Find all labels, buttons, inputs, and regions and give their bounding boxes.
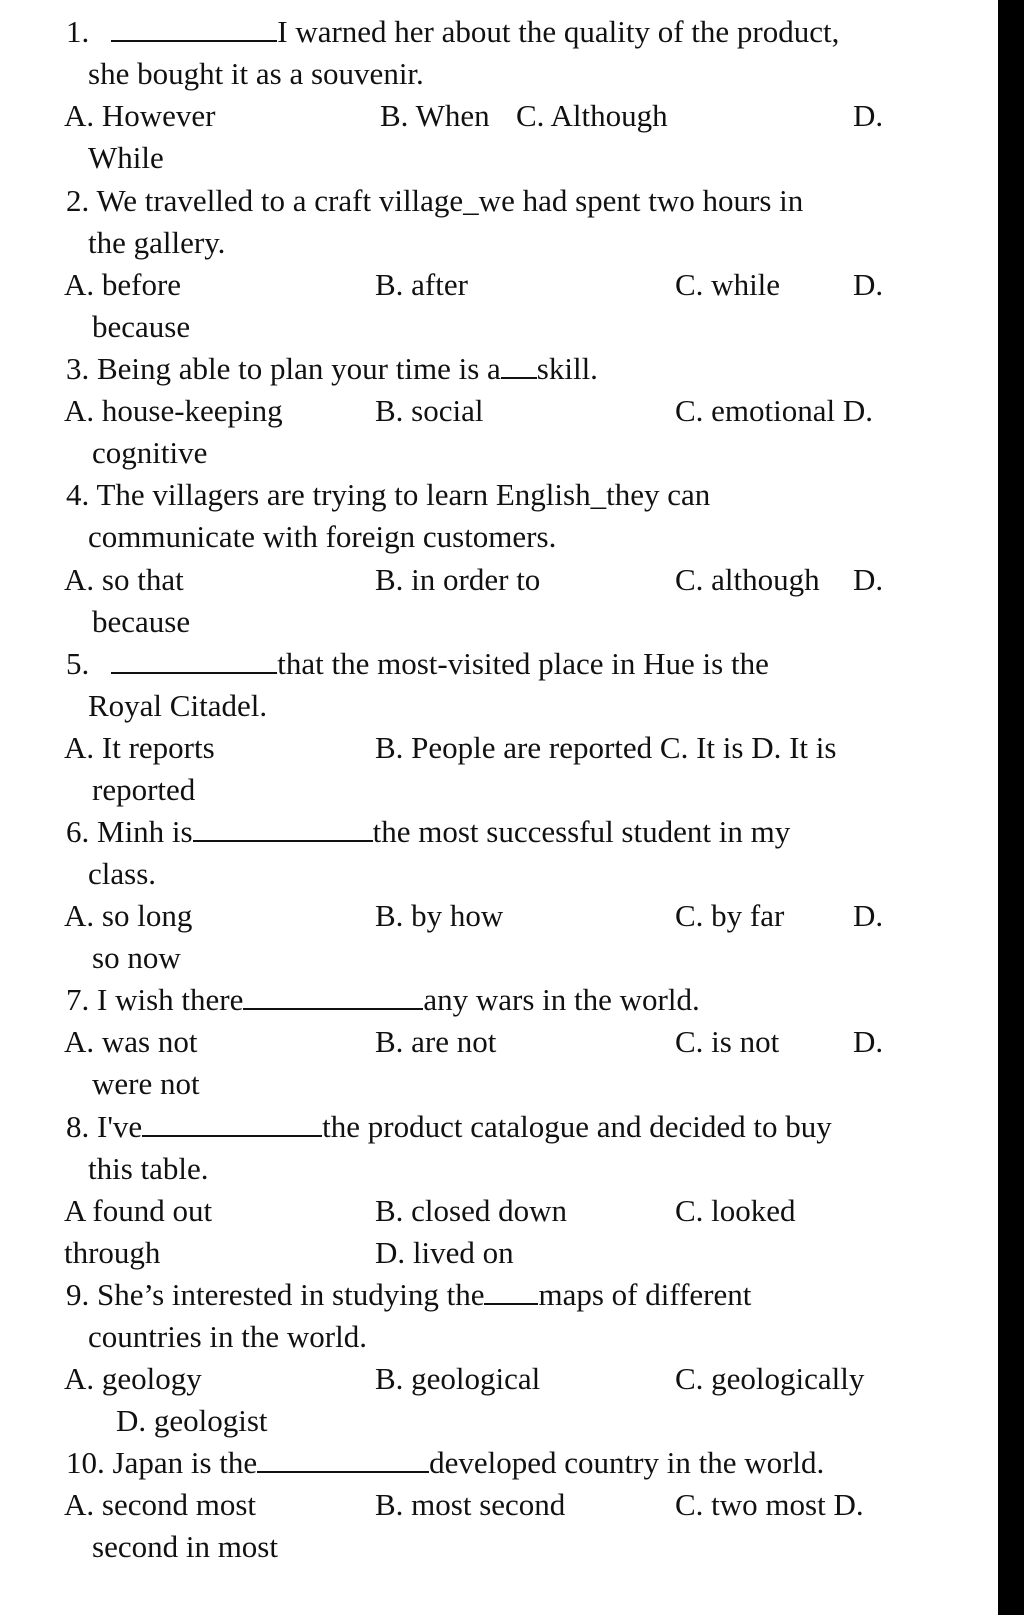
question-9-stem-cont: countries in the world.	[88, 1319, 367, 1354]
option-a[interactable]: A. before	[64, 267, 182, 302]
answer-blank[interactable]	[484, 1277, 538, 1305]
option-a[interactable]: A. house-keeping	[64, 393, 283, 428]
question-number: 8.	[66, 1109, 90, 1144]
option-c[interactable]: C. Although	[516, 98, 668, 133]
question-8-stem-cont: this table.	[88, 1151, 209, 1186]
option-a[interactable]: A. second most	[64, 1487, 257, 1522]
question-text-end: any wars in the world.	[423, 982, 700, 1017]
option-b[interactable]: B. closed down	[375, 1193, 568, 1228]
question-text: The villagers are trying to learn English_they can	[96, 477, 711, 512]
scan-edge-border	[998, 0, 1024, 1615]
question-number: 1.	[66, 14, 90, 49]
option-b[interactable]: B. People are reported C. It is D. It is	[375, 730, 837, 765]
question-6-stem-cont: class.	[88, 856, 157, 891]
question-text: We travelled to a craft village_we had spent two hours in	[96, 183, 804, 218]
option-d-text: cognitive	[92, 435, 208, 470]
option-b[interactable]: B. after	[375, 267, 468, 302]
question-10-stem	[66, 1445, 824, 1483]
question-number: 5.	[66, 646, 90, 681]
option-a[interactable]: A. It reports	[64, 730, 215, 765]
option-a[interactable]: A found out	[64, 1193, 213, 1228]
option-b[interactable]: B. are not	[375, 1024, 497, 1059]
question-6-stem	[66, 814, 790, 852]
question-text-end: developed country in the world.	[429, 1445, 825, 1480]
answer-blank[interactable]	[501, 351, 537, 379]
option-c[interactable]: C. while	[675, 267, 781, 302]
option-d-text: reported	[92, 772, 196, 807]
option-c[interactable]: C. is not	[675, 1024, 780, 1059]
option-c[interactable]: C. emotional D.	[675, 393, 874, 428]
option-c[interactable]: C. two most D.	[675, 1487, 864, 1522]
option-c[interactable]: C. geologically	[675, 1361, 865, 1396]
question-9-stem	[66, 1277, 751, 1315]
question-7-stem	[66, 982, 700, 1020]
question-text: I warned her about the quality of the product,	[277, 14, 840, 49]
option-b[interactable]: B. When	[380, 98, 490, 133]
question-number: 3.	[66, 351, 90, 386]
option-a[interactable]: A. so that	[64, 562, 184, 597]
option-d-text: so now	[92, 940, 181, 975]
option-d[interactable]: D. lived on	[375, 1235, 514, 1270]
question-number: 6.	[66, 814, 90, 849]
question-2-stem-cont: the gallery.	[88, 225, 226, 260]
question-text: Japan is the	[112, 1445, 258, 1480]
answer-blank[interactable]	[193, 814, 373, 842]
option-d-text: because	[92, 309, 191, 344]
option-d[interactable]: D.	[853, 98, 884, 133]
question-4-stem	[66, 477, 710, 515]
question-number: 4.	[66, 477, 90, 512]
answer-blank[interactable]	[257, 1445, 429, 1473]
question-8-stem	[66, 1109, 832, 1147]
option-c[interactable]: C. looked	[675, 1193, 796, 1228]
option-c[interactable]: C. by far	[675, 898, 785, 933]
answer-blank[interactable]	[243, 982, 423, 1010]
option-a[interactable]: A. However	[64, 98, 216, 133]
option-c[interactable]: C. although	[675, 562, 820, 597]
question-2-stem	[66, 183, 803, 221]
option-b[interactable]: B. most second	[375, 1487, 566, 1522]
question-number: 7.	[66, 982, 90, 1017]
question-text: She’s interested in studying the	[97, 1277, 485, 1312]
option-d-text: because	[92, 604, 191, 639]
question-text-end: the product catalogue and decided to buy	[322, 1109, 832, 1144]
question-text-end: the most successful student in my	[372, 814, 791, 849]
option-d[interactable]: D.	[853, 562, 884, 597]
question-text: that the most-visited place in Hue is the	[277, 646, 769, 681]
question-text: Minh is	[97, 814, 193, 849]
option-d-text: While	[88, 140, 164, 175]
question-text: Being able to plan your time is a	[97, 351, 501, 386]
option-a[interactable]: A. geology	[64, 1361, 202, 1396]
question-text: I've	[97, 1109, 143, 1144]
option-d[interactable]: D.	[853, 1024, 884, 1059]
option-d[interactable]: D. geologist	[116, 1403, 268, 1438]
question-5-stem	[66, 646, 769, 684]
question-text: I wish there	[97, 982, 244, 1017]
question-text-end: maps of different	[538, 1277, 752, 1312]
option-d[interactable]: D.	[853, 267, 884, 302]
question-3-stem	[66, 351, 598, 389]
option-b[interactable]: B. in order to	[375, 562, 541, 597]
option-d-text: were not	[92, 1066, 200, 1101]
answer-blank[interactable]	[111, 14, 277, 42]
question-number: 10.	[66, 1445, 105, 1480]
option-b[interactable]: B. social	[375, 393, 484, 428]
question-5-stem-cont: Royal Citadel.	[88, 688, 268, 723]
option-b[interactable]: B. by how	[375, 898, 504, 933]
question-1-stem-cont: she bought it as a souvenir.	[88, 56, 424, 91]
option-d[interactable]: D.	[853, 898, 884, 933]
answer-blank[interactable]	[111, 646, 277, 674]
question-number: 9.	[66, 1277, 90, 1312]
option-a[interactable]: A. was not	[64, 1024, 198, 1059]
question-4-stem-cont: communicate with foreign customers.	[88, 519, 557, 554]
option-b[interactable]: B. geological	[375, 1361, 541, 1396]
option-a[interactable]: A. so long	[64, 898, 193, 933]
question-text-end: skill.	[536, 351, 598, 386]
question-number: 2.	[66, 183, 90, 218]
answer-blank[interactable]	[142, 1109, 322, 1137]
option-d-text: second in most	[92, 1529, 278, 1564]
question-1-stem	[66, 14, 839, 52]
option-c-text: through	[64, 1235, 161, 1270]
